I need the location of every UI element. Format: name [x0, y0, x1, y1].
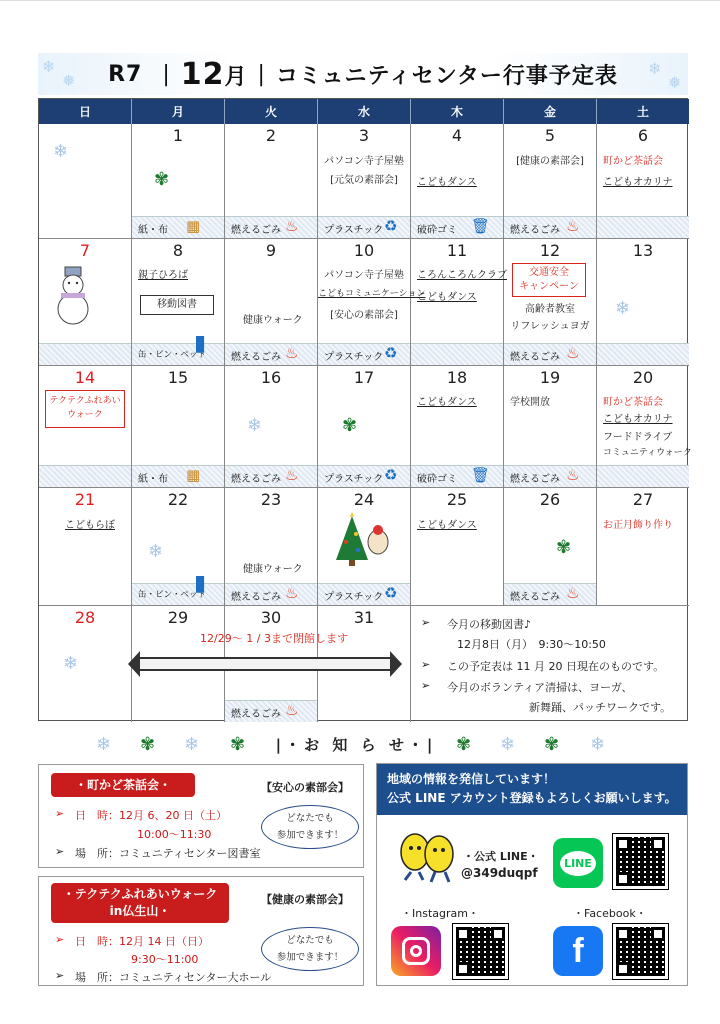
trash-strip [318, 465, 410, 487]
day-cell [225, 239, 318, 366]
trash-strip [597, 465, 689, 487]
event-time: 9:30～11:00 [131, 953, 199, 966]
trash-strip [318, 583, 410, 605]
separator: |・ [275, 735, 305, 754]
trash-label: 燃えるごみ [510, 225, 560, 236]
bubble-text: 参加できます！ [276, 952, 344, 963]
note-bullet: ➢ [421, 658, 431, 671]
fire-icon: ♨ [566, 584, 580, 602]
event-text: 健康ウォーク [243, 564, 303, 575]
event-text: パソコン寺子屋塾 [324, 270, 404, 281]
day-cell [318, 488, 411, 606]
day-number: 8 [172, 241, 184, 260]
instagram-qr-code[interactable] [453, 924, 508, 979]
recycle-icon: ♻ [384, 466, 398, 484]
day-number: 2 [265, 126, 277, 145]
day-number: 16 [260, 368, 282, 387]
day-number: 22 [167, 490, 189, 509]
event-place: 場 所：コミュニティセンター大ホール [75, 971, 272, 984]
snowflake-icon: ❄ [184, 733, 204, 755]
day-number: 14 [74, 368, 96, 387]
day-cell [411, 488, 504, 606]
event-text: 高齢者教室 [525, 304, 575, 315]
event-panel-tea [38, 764, 364, 868]
day-number: 25 [446, 490, 468, 509]
mascot-icon [395, 828, 461, 888]
snowman-icon [53, 265, 95, 325]
day-number: 30 [260, 608, 282, 627]
day-cell [132, 124, 225, 239]
day-cell [132, 239, 225, 366]
trash-strip [411, 216, 503, 238]
holly-icon: ✾ [154, 169, 170, 190]
trash-label: 燃えるごみ [231, 592, 281, 603]
day-number: 24 [353, 490, 375, 509]
event-text: コミュニティウォーク [603, 448, 692, 458]
year: R7 [108, 61, 143, 87]
day-number: 4 [451, 126, 463, 145]
trash-label: 燃えるごみ [231, 352, 281, 363]
event-text: こどもらぼ [65, 520, 115, 531]
recycle-icon: ♻ [384, 217, 398, 235]
day-cell [411, 124, 504, 239]
event-text: こどもオカリナ [603, 414, 673, 425]
day-cell [597, 239, 689, 366]
trash-label: 缶・ビン・ペット [138, 350, 207, 360]
calendar [38, 98, 692, 721]
line-label: ・公式 LINE・ [463, 850, 539, 863]
day-cell [411, 366, 504, 488]
day-number: 23 [260, 490, 282, 509]
trash-label: 破砕ゴミ [417, 225, 457, 236]
trash-strip [39, 465, 131, 487]
walk-event-box [45, 390, 125, 428]
event-text: ウォーク [67, 410, 103, 420]
day-number: 17 [353, 368, 375, 387]
trash-strip [132, 331, 224, 365]
event-text: お正月飾り作り [603, 520, 673, 531]
holly-icon: ✾ [230, 733, 250, 755]
day-number: 28 [74, 608, 96, 627]
traffic-safety-box [512, 263, 586, 297]
snowflake-icon: ❄ [96, 733, 116, 755]
event-text: こどもダンス [417, 177, 477, 188]
event-text: 学校開放 [510, 397, 550, 408]
dow-thu: 木 [411, 99, 504, 124]
dow-wed: 水 [318, 99, 411, 124]
trash-label: 燃えるごみ [510, 592, 560, 603]
event-text: こどもダンス [417, 397, 477, 408]
separator: | [257, 61, 266, 87]
trash-strip [225, 700, 317, 722]
event-text: 健康ウォーク [243, 315, 303, 326]
news-banner [96, 731, 616, 757]
day-cell [132, 366, 225, 488]
instagram-logo-icon[interactable] [391, 926, 441, 976]
bucket-icon: 🗑 [471, 466, 491, 484]
note-volunteer: 今月のボランティア清掃は、ヨーガ、 [447, 681, 633, 694]
holly-icon: ✾ [140, 733, 160, 755]
trash-strip [318, 343, 410, 365]
event-text: フードドライブ [603, 432, 673, 443]
event-text: 町かど茶話会 [603, 156, 663, 167]
note-as-of: この予定表は 11 月 20 日現在のものです。 [447, 660, 665, 673]
snowflake-icon: ❄ [63, 653, 79, 674]
event-date: 日 時：12月 14 日（日） [75, 935, 209, 948]
trash-strip [225, 343, 317, 365]
fire-icon: ♨ [566, 217, 580, 235]
fire-icon: ♨ [285, 344, 299, 362]
bubble-text: どなたでも [286, 813, 334, 824]
speech-bubble [261, 805, 359, 849]
event-name: ・町かど茶話会・ [51, 773, 195, 797]
day-cell-empty [39, 124, 132, 239]
day-cell [318, 124, 411, 239]
trash-strip [504, 583, 596, 605]
trash-strip [411, 343, 503, 365]
event-panel-walk [38, 876, 364, 986]
trash-strip [39, 343, 131, 365]
holly-icon: ✾ [342, 415, 358, 436]
snowflake-icon: ❄ [590, 733, 610, 755]
day-number: 31 [353, 608, 375, 627]
event-text: こどもダンス [417, 520, 477, 531]
day-cell [132, 488, 225, 606]
day-number: 10 [353, 241, 375, 260]
event-text: テクテクふれあい [49, 396, 121, 406]
trash-label: 燃えるごみ [231, 225, 281, 236]
event-text: 町かど茶話会 [603, 397, 663, 408]
day-cell [225, 488, 318, 606]
fire-icon: ♨ [285, 701, 299, 719]
facebook-logo-icon[interactable] [553, 926, 603, 976]
day-number: 21 [74, 490, 96, 509]
event-text: ころんころんクラブ [417, 270, 507, 281]
fire-icon: ♨ [285, 584, 299, 602]
day-number: 27 [632, 490, 654, 509]
trash-strip [132, 465, 224, 487]
sns-header-line: 公式 LINE アカウント登録もよろしくお願いします。 [387, 791, 677, 805]
day-cell [318, 239, 426, 366]
line-logo-text: LINE [560, 851, 596, 876]
trash-label: プラスチック [324, 225, 384, 236]
bullet: ➢ [55, 969, 65, 982]
trash-strip [225, 216, 317, 238]
day-cell [504, 488, 597, 606]
day-cell [39, 488, 132, 606]
bubble-text: 参加できます！ [276, 830, 344, 841]
event-text: 交通安全 [529, 267, 569, 278]
boxes-icon: ▦ [186, 217, 201, 235]
snowflake-icon: ❄ [648, 59, 662, 78]
day-number: 5 [544, 126, 556, 145]
day-number: 12 [539, 241, 561, 260]
day-number: 18 [446, 368, 468, 387]
facebook-label: ・Facebook・ [573, 907, 647, 920]
day-cell [504, 366, 597, 488]
snowflake-icon: ❄ [615, 298, 631, 319]
snowflake-icon: ❄ [247, 415, 263, 436]
camera-icon [402, 937, 430, 965]
note-mobile-library: 今月の移動図書♪ [447, 618, 532, 631]
day-number: 13 [632, 241, 654, 260]
bottle-icon: ▮ [194, 331, 207, 356]
fire-icon: ♨ [566, 466, 580, 484]
event-text: 親子ひろば [138, 270, 188, 281]
sns-header-line: 地域の情報を発信しています！ [387, 772, 556, 786]
trash-label: 缶・ビン・ペット [138, 590, 207, 600]
event-text: [元気の素部会] [330, 175, 398, 186]
trash-strip [597, 216, 689, 238]
trash-strip [504, 343, 596, 365]
day-number: 15 [167, 368, 189, 387]
bottle-icon: ▮ [194, 571, 207, 596]
recycle-icon: ♻ [384, 584, 398, 602]
month [181, 57, 248, 92]
day-cell [504, 124, 597, 239]
trash-label: 紙・布 [138, 474, 168, 485]
dow-sun: 日 [39, 99, 132, 124]
day-cell [597, 488, 689, 606]
sns-header [377, 764, 687, 815]
event-date: 日 時：12月 6、20 日（土） [75, 809, 227, 822]
page-title: コミュニティセンター行事予定表 [275, 63, 618, 89]
page-header [38, 53, 688, 95]
trash-strip [318, 216, 410, 238]
snowflake-icon: ❄ [500, 733, 520, 755]
snowflake-icon: ❄ [53, 141, 69, 162]
fire-icon: ♨ [285, 217, 299, 235]
trash-strip [504, 465, 596, 487]
fire-icon: ♨ [285, 466, 299, 484]
day-number: 29 [167, 608, 189, 627]
day-cell [318, 366, 411, 488]
closed-notice: 12/29～ 1 / 3まで閉館します [200, 632, 348, 645]
day-number: 9 [265, 241, 277, 260]
note-bullet: ➢ [421, 616, 431, 629]
event-text: こどもオカリナ [603, 177, 673, 188]
snowflake-icon: ❅ [668, 73, 682, 92]
dow-tue: 火 [225, 99, 318, 124]
line-qr-code[interactable] [613, 834, 668, 889]
trash-label: 燃えるごみ [510, 352, 560, 363]
bullet: ➢ [55, 807, 65, 820]
trash-strip [132, 571, 224, 605]
sns-panel [376, 763, 688, 986]
closed-range-arrow [140, 657, 390, 671]
christmas-tree-icon [332, 512, 394, 568]
trash-strip [411, 465, 503, 487]
event-place: 場 所：コミュニティセンター図書室 [75, 847, 261, 860]
trash-strip [597, 343, 689, 365]
separator: | [162, 61, 171, 87]
notes [411, 606, 689, 722]
day-cell [225, 124, 318, 239]
trash-label: 燃えるごみ [231, 474, 281, 485]
month-number: 12 [180, 56, 225, 92]
trash-label: プラスチック [324, 474, 384, 485]
day-number: 11 [446, 241, 468, 260]
event-group: 【健康の素部会】 [261, 893, 349, 906]
dow-fri: 金 [504, 99, 597, 124]
trash-label: プラスチック [324, 592, 384, 603]
trash-label: 破砕ゴミ [417, 474, 457, 485]
day-number: 6 [637, 126, 649, 145]
event-group: 【安心の素部会】 [261, 781, 349, 794]
holly-icon: ✾ [556, 537, 572, 558]
instagram-label: ・Instagram・ [401, 907, 479, 920]
dow-sat: 土 [597, 99, 689, 124]
bucket-icon: 🗑 [471, 217, 491, 235]
day-cell [39, 239, 132, 366]
recycle-icon: ♻ [384, 344, 398, 362]
holly-icon: ✾ [544, 733, 564, 755]
day-cell [504, 239, 597, 366]
bullet: ➢ [55, 845, 65, 858]
day-number: 7 [79, 241, 91, 260]
event-text: [健康の素部会] [516, 156, 584, 167]
day-cell [225, 366, 318, 488]
holly-icon: ✾ [456, 733, 476, 755]
fire-icon: ♨ [566, 344, 580, 362]
event-text: キャンペーン [519, 281, 579, 292]
day-number: 20 [632, 368, 654, 387]
event-name [51, 883, 229, 923]
trash-strip [225, 583, 317, 605]
trash-strip [504, 216, 596, 238]
boxes-icon: ▦ [186, 466, 201, 484]
event-text: [安心の素部会] [330, 310, 398, 321]
day-cell [597, 124, 689, 239]
month-suffix: 月 [224, 64, 248, 90]
snowflake-icon: ❄ [42, 57, 56, 76]
event-name-line: in仏生山・ [109, 904, 171, 918]
trash-strip [225, 465, 317, 487]
day-cell [39, 606, 132, 722]
event-text: こどもダンス [417, 292, 477, 303]
bullet: ➢ [55, 933, 65, 946]
facebook-qr-code[interactable] [613, 924, 668, 979]
speech-bubble [261, 927, 359, 971]
day-number: 1 [172, 126, 184, 145]
trash-label: 燃えるごみ [231, 709, 281, 720]
snowflake-icon: ❄ [148, 541, 164, 562]
event-text: パソコン寺子屋塾 [324, 156, 404, 167]
event-text: こどもコミュニケーション [318, 289, 426, 299]
dow-mon: 月 [132, 99, 225, 124]
bubble-text: どなたでも [286, 935, 334, 946]
day-cell [597, 366, 692, 488]
trash-label: プラスチック [324, 352, 384, 363]
event-name-line: ・テクテクふれあいウォーク [62, 887, 218, 901]
line-logo-icon[interactable] [553, 838, 603, 888]
day-number: 3 [358, 126, 370, 145]
day-cell [39, 366, 132, 488]
trash-label: 燃えるごみ [510, 474, 560, 485]
note-mobile-library-date: 12月8日（月） 9:30～10:50 [457, 638, 606, 651]
trash-label: 紙・布 [138, 225, 168, 236]
line-id: @349duqpf [461, 866, 538, 880]
snowflake-icon: ❅ [62, 71, 76, 90]
facebook-logo-text: f [572, 931, 584, 970]
event-time: 10:00～11:30 [137, 828, 212, 841]
day-number: 26 [539, 490, 561, 509]
note-volunteer-cont: 新舞踊、パッチワークです。 [529, 701, 672, 714]
mobile-library-box: 移動図書 [140, 295, 214, 315]
separator: ・| [407, 735, 437, 754]
trash-strip [132, 216, 224, 238]
day-cell [411, 239, 507, 366]
event-text: リフレッシュヨガ [510, 321, 590, 332]
day-number: 19 [539, 368, 561, 387]
note-bullet: ➢ [421, 679, 431, 692]
news-title: お 知 ら せ [304, 735, 408, 754]
